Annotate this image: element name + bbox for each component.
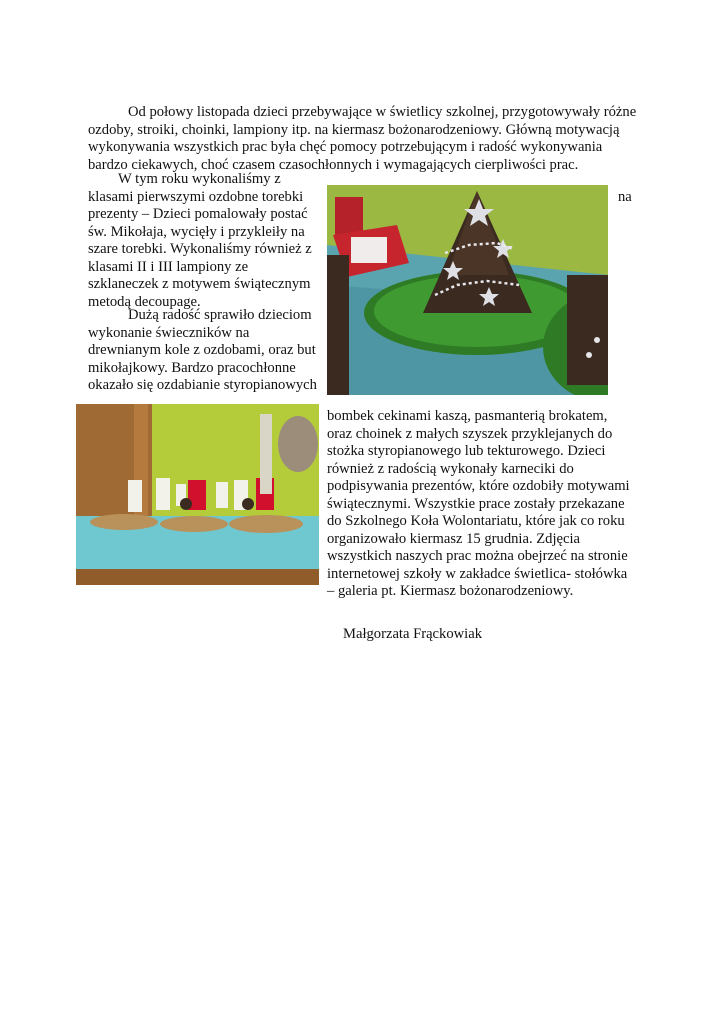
tree-photo — [327, 185, 608, 395]
text-line: internetowej szkoły w zakładce świetlica- stołówka — [327, 565, 628, 582]
signature: Małgorzata Frąckowiak — [343, 626, 482, 642]
intro-line: ozdoby, stroiki, choinki, lampiony itp. na kiermasz bożonarodzeniowy. Główną motywacją — [88, 121, 620, 138]
text-line: świątecznymi. Wszystkie prace zostały przekazane — [327, 495, 625, 512]
text-line: – galeria pt. Kiermasz bożonarodzeniowy. — [327, 583, 574, 599]
text-line: szare torebki. Wykonaliśmy również z — [88, 241, 312, 257]
text-line: organizowało kiermasz 15 grudnia. Zdjęcia — [327, 530, 581, 547]
intro-line: bardzo ciekawych, choć czasem czasochłonnych i wymagających cierpliwości prac. — [88, 156, 579, 173]
text-line: klasami II i III lampiony ze — [88, 258, 249, 275]
text-line: W tym roku wykonaliśmy z — [118, 171, 281, 187]
text-line: drewnianym kole z ozdobami, oraz but — [88, 342, 316, 358]
text-line: do Szkolnego Koła Wolontariatu, które jak co roku — [327, 513, 625, 529]
trailing-word: na — [618, 188, 632, 205]
text-line: również z radością wykonały karneciki do — [327, 460, 574, 477]
intro-line: wykonywania wszystkich prac była chęć pomocy potrzebującym i radość wykonywania — [88, 139, 603, 155]
text-line: metodą decoupage. — [88, 293, 201, 310]
text-line: Dużą radość sprawiło dzieciom — [128, 307, 312, 323]
text-line: podpisywania prezentów, które ozdobiły motywami — [327, 478, 630, 494]
text-line: bombek cekinami kaszą, pasmanterią brokatem, — [327, 408, 608, 424]
text-line: wykonanie świeczników na — [88, 324, 250, 341]
text-line: mikołajkowy. Bardzo pracochłonne — [88, 359, 296, 376]
intro-line: Od połowy listopada dzieci przebywające w świetlicy szkolnej, przygotowywały różne — [128, 104, 637, 120]
text-line: szklaneczek z motywem świątecznym — [88, 276, 311, 292]
text-line: oraz choinek z małych szyszek przyklejanych do — [327, 425, 613, 442]
candle-photo — [76, 404, 319, 585]
text-line: klasami pierwszymi ozdobne torebki — [88, 188, 304, 205]
text-line: prezenty – Dzieci pomalowały postać — [88, 206, 308, 222]
text-line: wszystkich naszych prac można obejrzeć na stronie — [327, 548, 628, 564]
text-line: św. Mikołaja, wycięły i przykleiły na — [88, 223, 305, 240]
text-line: stożka styropianowego lub tekturowego. Dzieci — [327, 443, 606, 459]
text-line: okazało się ozdabianie styropianowych — [88, 377, 317, 393]
